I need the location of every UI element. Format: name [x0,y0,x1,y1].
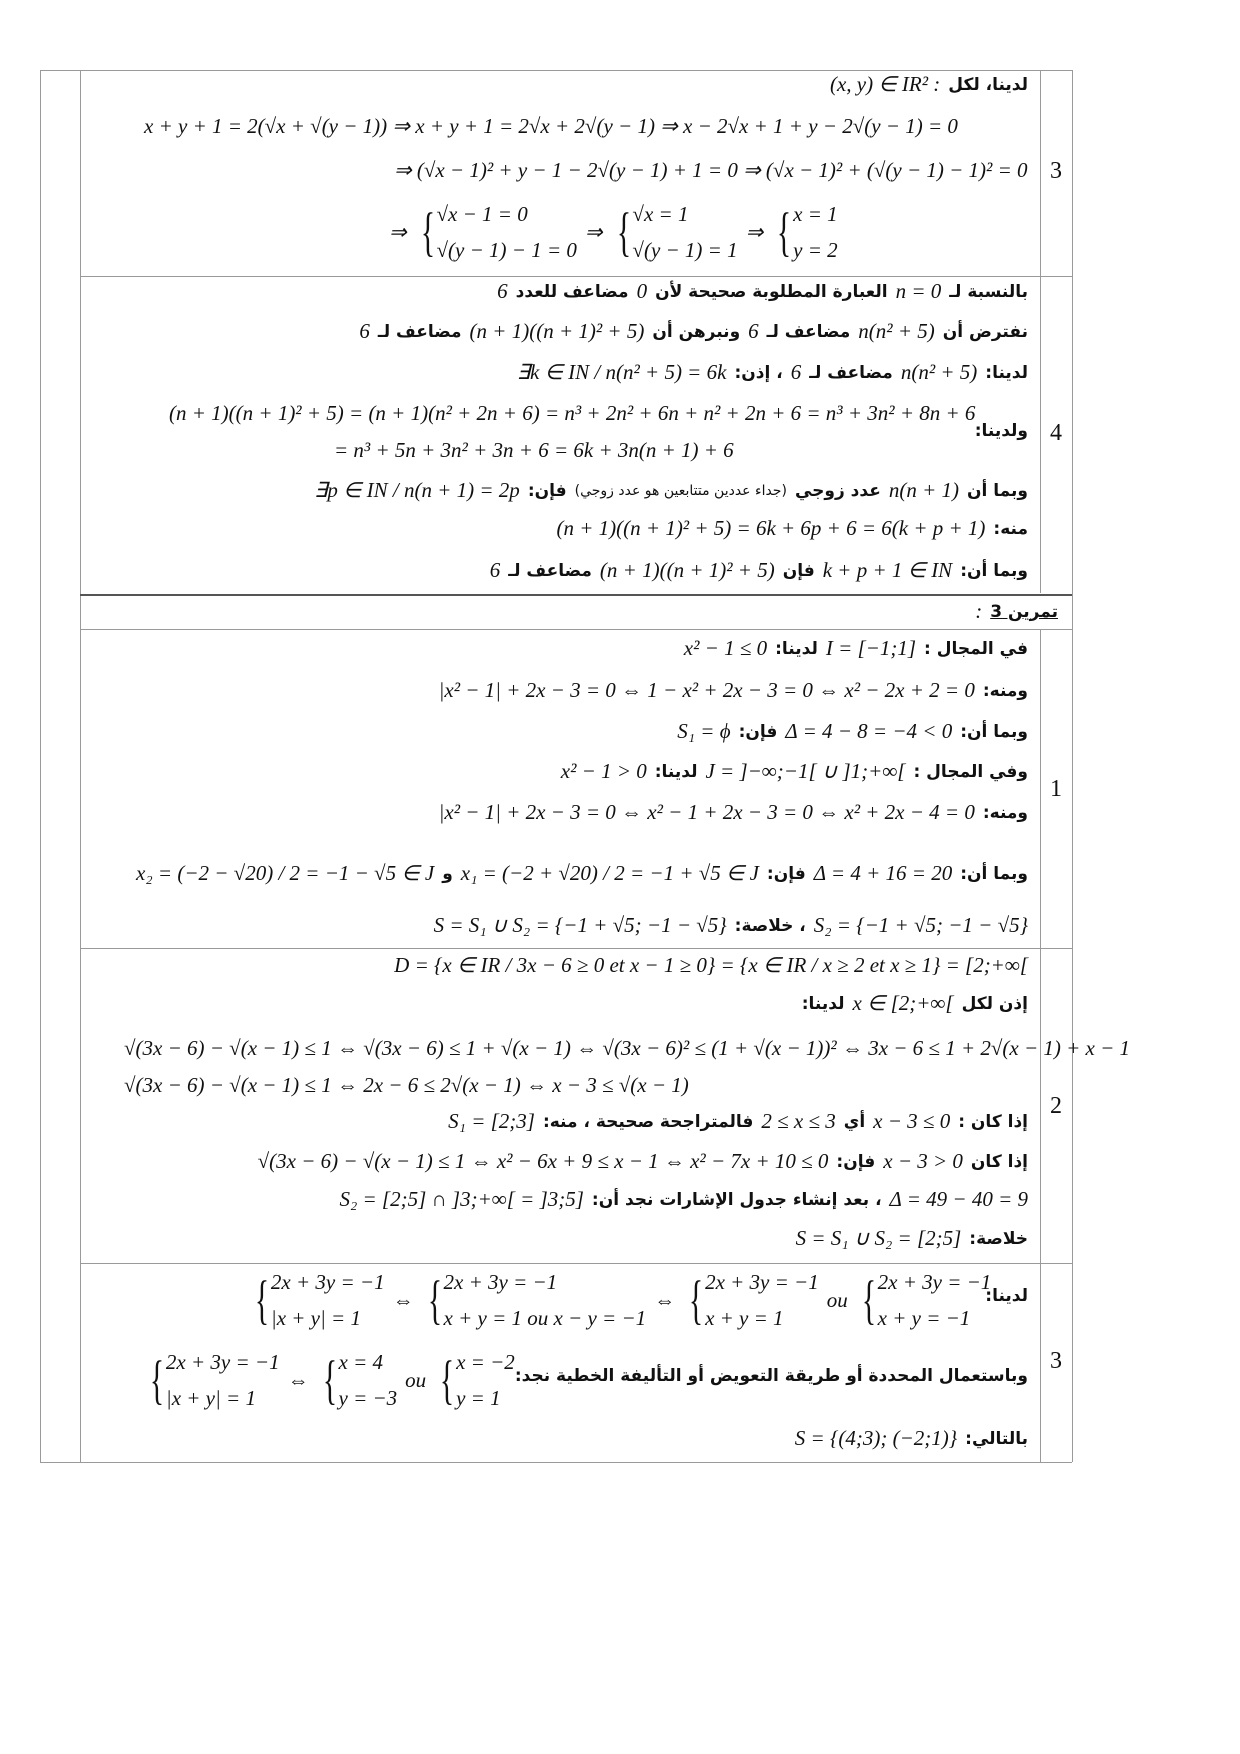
solution-line [486,558,1032,583]
system-equation: √(y − 1) − 1 = 0 [436,238,577,262]
solution-line [120,1036,1134,1061]
solution-line [511,1366,1032,1386]
system-rows [793,196,838,268]
math-expression: Δ = 4 − 8 = −4 < 0 [785,719,953,743]
question-number: 2 [1050,1093,1062,1119]
arabic-text: إذن لكل [961,993,1028,1014]
arabic-text: لدينا: [801,993,845,1014]
left-brace-icon: { [149,1350,165,1410]
arabic-text: فإن: [527,480,567,501]
math-expression: S = S₁ ∪ S₂ = [2;5] [795,1226,962,1250]
equation-system [415,196,577,268]
solution-line [140,1344,519,1416]
system-equation: x + y = 1 [705,1306,784,1330]
arabic-text: خلاصة: [969,1228,1028,1249]
arabic-text: مضاعف لـ [766,321,851,342]
arabic-text: مضاعف لـ [809,362,893,383]
arabic-text: فالمتراجحة صحيحة ، منه: [542,1111,754,1132]
exercise-header [971,599,1062,624]
table-divider [1040,70,1041,593]
arabic-text: وباستعمال المحددة أو طريقة التعويض أو التأليفة الخطية نجد: [514,1366,1028,1386]
system-equation: x + y = 1 ou x − y = −1 [443,1306,647,1330]
arabic-text: منه: [993,518,1028,539]
arabic-text: وبما أن: [960,721,1028,742]
math-expression: 6 [790,360,802,384]
equation-system [317,1344,398,1416]
system-rows [444,1264,647,1336]
row-divider [80,948,1072,949]
math-expression: ⇔ [287,1367,309,1392]
math-expression: |x² − 1| + 2x − 3 = 0 ⇔ 1 − x² + 2x − 3 = 0 ⇔ x² − 2x + 2 = 0 [438,678,975,702]
solution-line [335,1187,1032,1212]
solution-line [826,72,1032,97]
math-expression: ou [405,1367,427,1392]
math-expression: √(3x − 6) − √(x − 1) ≤ 1 ⇔ 2x − 6 ≤ 2√(x − 1) ⇔ x − 3 ≤ √(x − 1) [124,1073,689,1097]
math-expression: 6 [497,279,508,303]
equation-system [249,1264,385,1336]
arabic-text: فإن: [738,721,778,742]
system-rows [632,196,737,268]
arabic-text: في المجال : [924,638,1028,659]
arabic-text: لدينا: [654,761,698,782]
table-border-left [40,70,41,1462]
math-expression: ∃k ∈ IN / n(n² + 5) = 6k [516,360,727,384]
arabic-text: ومنه: [982,680,1028,701]
math-expression: (n + 1)((n + 1)² + 5) [469,319,645,343]
math-expression: S = S₁ ∪ S₂ = {−1 + √5; −1 − √5} [433,913,727,937]
system-equation: √x − 1 = 0 [436,202,528,226]
math-expression: 0 [636,279,648,303]
system-equation: |x + y| = 1 [165,1386,256,1410]
arabic-text: ونبرهن أن [652,321,741,342]
arabic-text: ، بعد إنشاء جدول الإشارات نجد أن: [591,1189,882,1210]
table-divider [80,70,81,1462]
math-expression: √(3x − 6) − √(x − 1) ≤ 1 ⇔ x² − 6x + 9 ≤ x − 1 ⇔ x² − 7x + 10 ≤ 0 [257,1149,829,1173]
solution-line [513,360,1032,385]
math-expression: S₂ = {−1 + √5; −1 − √5} [813,913,1028,937]
arabic-text: فإن [782,560,815,581]
solution-line [310,478,1032,503]
math-expression: I = [−1;1] [825,636,917,660]
math-expression: |x² − 1| + 2x − 3 = 0 ⇔ x² − 1 + 2x − 3 = 0 ⇔ x² + 2x − 4 = 0 [438,800,975,824]
math-expression: 2 ≤ x ≤ 3 [761,1109,836,1133]
arabic-text: وبما أن: [960,560,1028,581]
system-equation: 2x + 3y = −1 [877,1270,992,1294]
table-border-right [1072,70,1073,1462]
math-expression: Δ = 49 − 40 = 9 [889,1187,1028,1211]
arabic-text: بالتالي: [965,1428,1028,1449]
question-number: 1 [1050,776,1062,802]
equation-system [422,1264,647,1336]
system-equation: y = −3 [338,1386,398,1410]
solution-line [493,279,1032,304]
system-equation: x = 1 [793,202,838,226]
solution-line [390,158,1032,183]
question-number: 4 [1050,420,1062,446]
exercise-title: تمرين 3 [990,601,1058,622]
arabic-text: وفي المجال : [913,761,1028,782]
left-brace-icon: { [440,1350,455,1410]
solution-line [330,438,738,463]
math-expression: (n + 1)((n + 1)² + 5) [599,558,775,582]
solution-line [792,1226,1032,1251]
equation-system [771,196,837,268]
arabic-text: لدينا، لكل [948,74,1028,95]
solution-line [385,196,842,268]
system-equation: √(y − 1) = 1 [632,238,738,262]
solution-line [165,401,979,426]
solution-line [435,800,1032,825]
math-expression: 6 [359,319,370,343]
math-expression: ou [826,1287,848,1312]
math-expression: n(n + 1) [888,478,959,502]
equation-system [611,196,738,268]
math-chain [140,1344,519,1416]
system-equation: √x = 1 [632,202,689,226]
system-equation: 2x + 3y = −1 [270,1270,385,1294]
solution-line [673,719,1032,744]
row-divider [80,276,1072,277]
arabic-text: وبما أن: [960,863,1028,884]
solution-line [557,759,1032,784]
math-expression: 6 [489,558,501,582]
math-expression: x² − 1 > 0 [560,759,647,783]
table-border-top [40,70,1072,71]
solution-line [355,319,1032,344]
math-expression: = n³ + 5n + 3n² + 3n + 6 = 6k + 3n(n + 1) + 6 [334,438,734,462]
math-expression: ⇔ [654,1287,676,1312]
math-chain [245,1264,995,1336]
question-number: 3 [1050,158,1062,184]
arabic-text: وبما أن [967,480,1028,501]
math-expression: x − 3 > 0 [883,1149,963,1173]
question-number: 3 [1050,1348,1062,1374]
arabic-text: أي [843,1111,866,1132]
solution-line [680,636,1032,661]
solution-line [444,1109,1032,1134]
left-brace-icon: { [427,1270,442,1330]
section-divider [80,594,1072,596]
arabic-text: لدينا: [985,362,1028,383]
system-rows [878,1264,992,1336]
system-rows [437,196,577,268]
system-rows [456,1344,515,1416]
arabic-text: إذا كان : [958,1111,1028,1132]
math-expression: ⇔ [392,1287,414,1312]
math-expression: (n + 1)((n + 1)² + 5) = (n + 1)(n² + 2n + 6) = n³ + 2n² + 6n + n² + 2n + 6 = n³ + 3n² + 8n + 6 [169,401,976,425]
math-expression: x + y + 1 = 2(√x + √(y − 1)) ⇒ x + y + 1 = 2√x + 2√(y − 1) ⇒ x − 2√x + 1 + y − 2√(y − 1) = 0 [144,114,958,138]
solution-line [140,114,962,139]
equation-system [434,1344,515,1416]
math-expression: ∃p ∈ IN / n(n + 1) = 2p [314,478,520,502]
math-expression: ⇒ (√x − 1)² + y − 1 − 2√(y − 1) + 1 = 0 ⇒ (√x − 1)² + (√(y − 1) − 1)² = 0 [394,158,1028,182]
system-equation: x = −2 [456,1350,515,1374]
math-expression: : [975,599,983,623]
solution-line [132,861,1032,886]
solution-line [791,1426,1032,1451]
left-brace-icon: { [616,202,631,262]
system-equation: |x + y| = 1 [270,1306,361,1330]
math-expression: x² − 1 ≤ 0 [683,636,768,660]
math-expression: √(3x − 6) − √(x − 1) ≤ 1 ⇔ √(3x − 6) ≤ 1 + √(x − 1) ⇔ √(3x − 6)² ≤ (1 + √(x − 1))² ⇔ 3x − 6 ≤ 1 + 2√(x − 1) + x − 1 [124,1036,1131,1060]
solution-line [254,1149,1032,1174]
arabic-text: ولدينا: [974,421,1028,441]
left-brace-icon: { [322,1350,337,1410]
arabic-text: إذا كان [970,1151,1028,1172]
math-expression: ⇒ [745,219,764,244]
table-border-bottom [40,1462,1072,1463]
left-brace-icon: { [861,1270,876,1330]
solution-line [798,991,1032,1016]
math-expression: S₁ = [2;3] [448,1109,535,1133]
math-expression: k + p + 1 ∈ IN [822,558,953,582]
arabic-text: لدينا: [985,1286,1028,1306]
arabic-text: ، إذن: [734,362,783,383]
system-equation: 2x + 3y = −1 [165,1350,280,1374]
solution-line [245,1264,995,1336]
system-rows [705,1264,819,1336]
solution-line [971,421,1032,441]
math-expression: D = {x ∈ IR / 3x − 6 ≥ 0 et x − 1 ≥ 0} = {x ∈ IR / x ≥ 2 et x ≥ 1} = [2;+∞[ [394,953,1028,977]
solution-line [390,953,1032,978]
arabic-text: نفترض أن [942,321,1028,342]
system-equation: y = 2 [793,238,838,262]
math-expression: S₂ = [2;5] ∩ ]3;+∞[ = ]3;5] [339,1187,584,1211]
math-chain [385,196,842,268]
system-rows [271,1264,385,1336]
arabic-text: فإن: [766,863,806,884]
math-expression: S₁ = ϕ [677,719,731,743]
math-expression: S = {(4;3); (−2;1)} [794,1426,958,1450]
math-expression: n = 0 [895,279,942,303]
math-expression: n(n² + 5) [900,360,978,384]
arabic-text: العبارة المطلوبة صحيحة لأن [655,281,888,302]
math-expression: x₁ = (−2 + √20) / 2 = −1 + √5 ∈ J [460,861,759,885]
system-rows [166,1344,280,1416]
arabic-text: ، خلاصة: [734,915,806,936]
system-equation: 2x + 3y = −1 [443,1270,558,1294]
arabic-text: لدينا: [775,638,818,659]
left-brace-icon: { [777,202,792,262]
left-brace-icon: { [254,1270,270,1330]
arabic-text: ومنه: [982,802,1028,823]
solution-line [430,913,1032,938]
solution-line [435,678,1032,703]
arabic-text: مضاعف لـ [508,560,592,581]
arabic-text: مضاعف للعدد [515,281,629,302]
math-expression: ⇒ [584,219,603,244]
system-equation: y = 1 [456,1386,501,1410]
math-expression: Δ = 4 + 16 = 20 [813,861,953,885]
solution-line [553,516,1033,541]
math-expression: n(n² + 5) [858,319,935,343]
arabic-text: و [442,863,453,884]
arabic-note: (جداء عددين متتابعين هو عدد زوجي) [574,482,787,499]
arabic-text: فإن: [836,1151,876,1172]
system-rows [339,1344,398,1416]
math-expression: J = ]−∞;−1[ ∪ ]1;+∞[ [705,759,906,783]
system-equation: x + y = −1 [877,1306,971,1330]
math-expression: ⇒ [389,219,407,244]
math-expression: (n + 1)((n + 1)² + 5) = 6k + 6p + 6 = 6(k + p + 1) [556,516,986,540]
equation-system [683,1264,819,1336]
system-equation: 2x + 3y = −1 [705,1270,819,1294]
math-expression: (x, y) ∈ IR² : [829,72,941,96]
equation-system [856,1264,992,1336]
arabic-text: عدد زوجي [794,480,881,501]
solution-line [120,1073,693,1098]
system-equation: x = 4 [338,1350,383,1374]
math-expression: x − 3 ≤ 0 [873,1109,951,1133]
arabic-text: مضاعف لـ [377,321,462,342]
equation-system [144,1344,280,1416]
math-expression: x₂ = (−2 − √20) / 2 = −1 − √5 ∈ J [136,861,435,885]
math-expression: x ∈ [2;+∞[ [852,991,954,1015]
row-divider [80,629,1072,630]
left-brace-icon: { [688,1270,704,1330]
left-brace-icon: { [420,202,435,262]
math-expression: 6 [748,319,759,343]
arabic-text: بالنسبة لـ [949,281,1028,302]
